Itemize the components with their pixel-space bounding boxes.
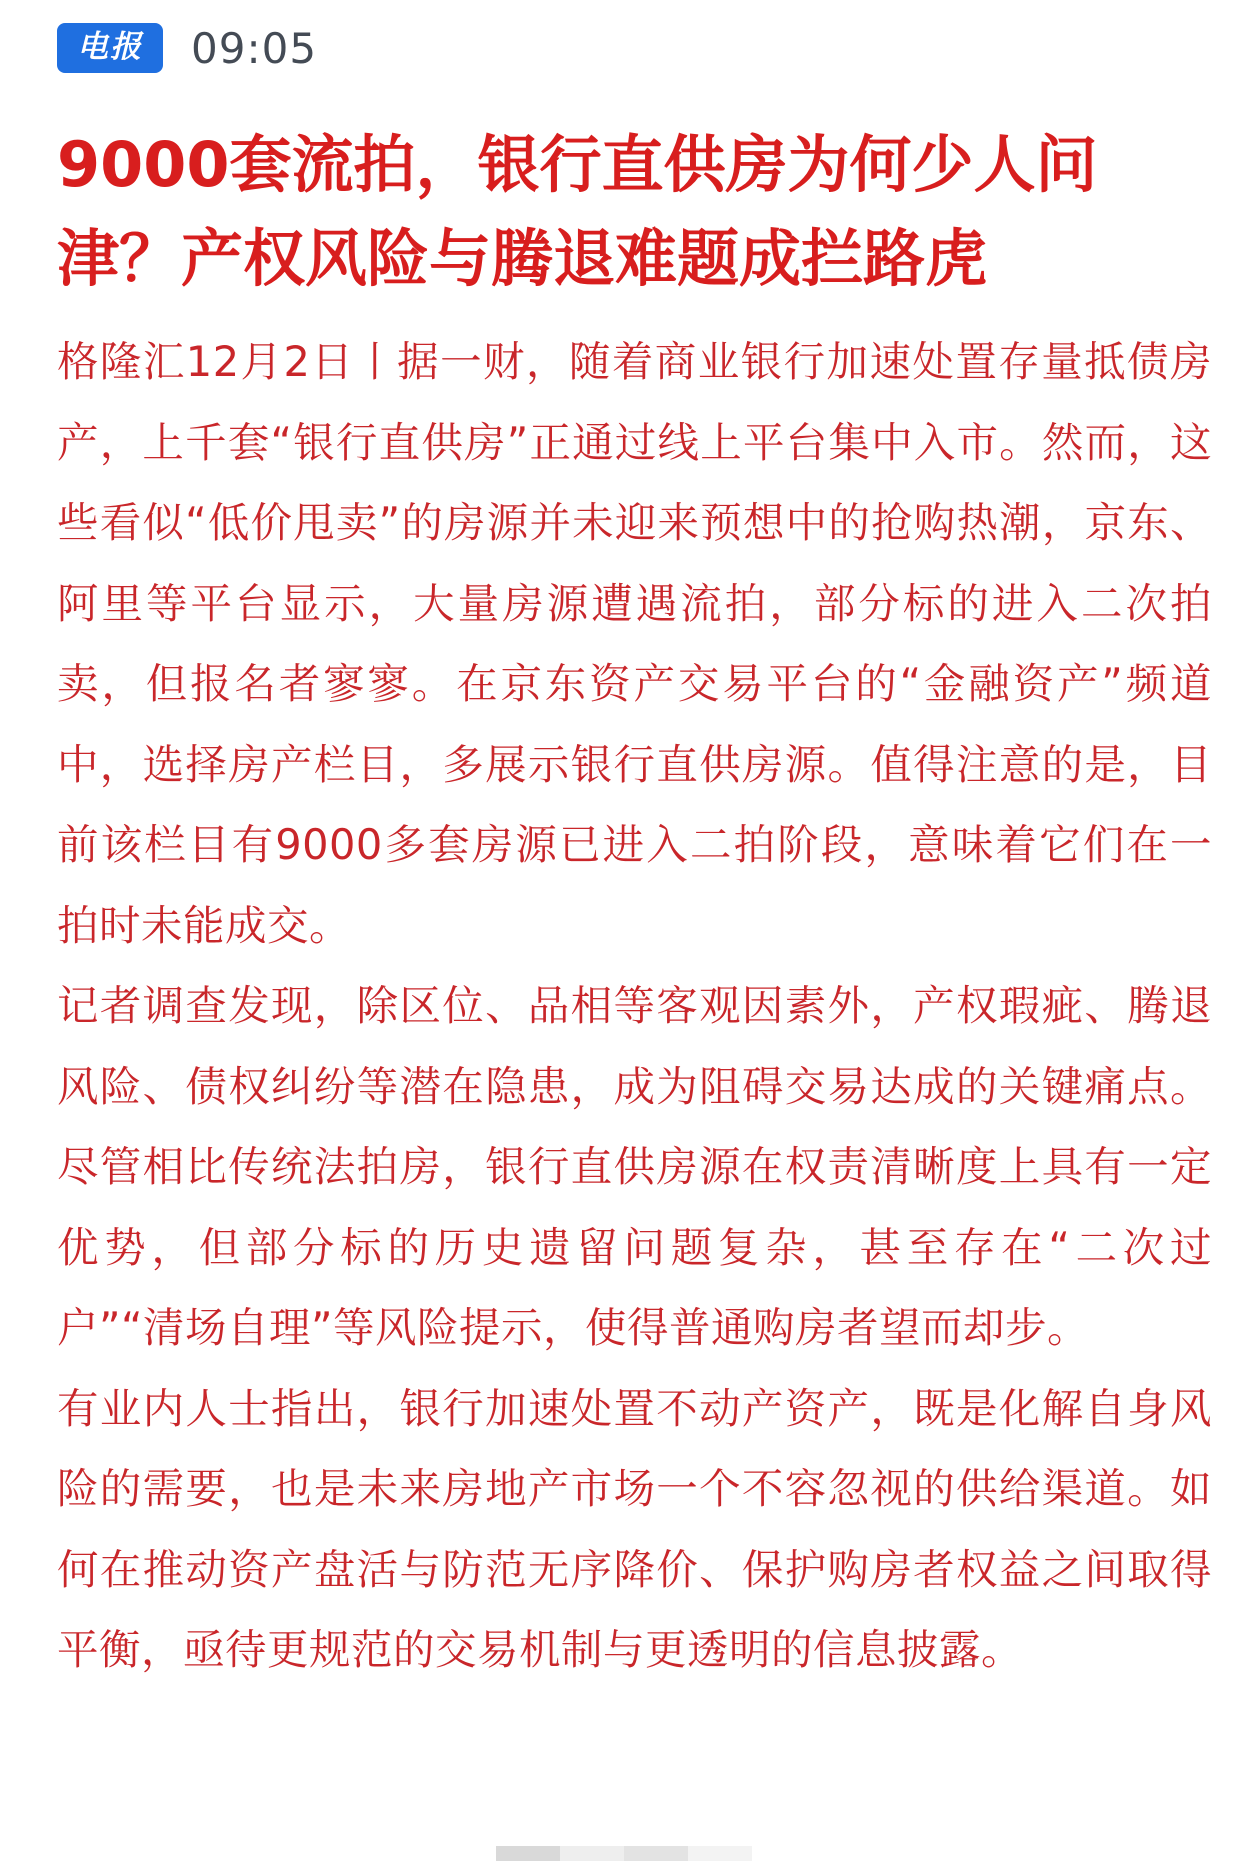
article-paragraph-3: 有业内人士指出，银行加速处置不动产资产，既是化解自身风险的需要，也是未来房地产市场一个不容忽视的供给渠道。如何在推动资产盘活与防范无序降价、保护购房者权益之间取得平衡，亟待更规范的交易机制与更透明的信息披露。 <box>57 1383 1212 1674</box>
telegraph-badge[interactable]: 电报 <box>57 23 163 73</box>
publish-time: 09:05 <box>191 23 318 73</box>
scroll-indicator <box>496 1846 752 1861</box>
article-body <box>57 322 1212 1691</box>
scroll-indicator-segment <box>624 1846 688 1861</box>
article-paragraph-1: 格隆汇12月2日丨据一财，随着商业银行加速处置存量抵债房产，上千套“银行直供房”正通过线上平台集中入市。然而，这些看似“低价甩卖”的房源并未迎来预想中的抢购热潮，京东、阿里等平台显示，大量房源遭遇流拍，部分标的进入二次拍卖，但报名者寥寥。在京东资产交易平台的“金融资产”频道中，选择房产栏目，多展示银行直供房源。值得注意的是，目前该栏目有9000多套房源已进入二拍阶段，意味着它们在一拍时未能成交。 <box>57 337 1212 950</box>
article-headline: 9000套流拍，银行直供房为何少人问津？产权风险与腾退难题成拦路虎 <box>57 128 1098 295</box>
news-header <box>57 20 317 76</box>
scroll-indicator-segment <box>496 1846 560 1861</box>
scroll-indicator-segment <box>560 1846 624 1861</box>
article-paragraph-2: 记者调查发现，除区位、品相等客观因素外，产权瑕疵、腾退风险、债权纠纷等潜在隐患，成为阻碍交易达成的关键痛点。尽管相比传统法拍房，银行直供房源在权责清晰度上具有一定优势，但部分标的历史遗留问题复杂，甚至存在“二次过户”“清场自理”等风险提示，使得普通购房者望而却步。 <box>57 981 1212 1352</box>
scroll-indicator-segment <box>688 1846 752 1861</box>
